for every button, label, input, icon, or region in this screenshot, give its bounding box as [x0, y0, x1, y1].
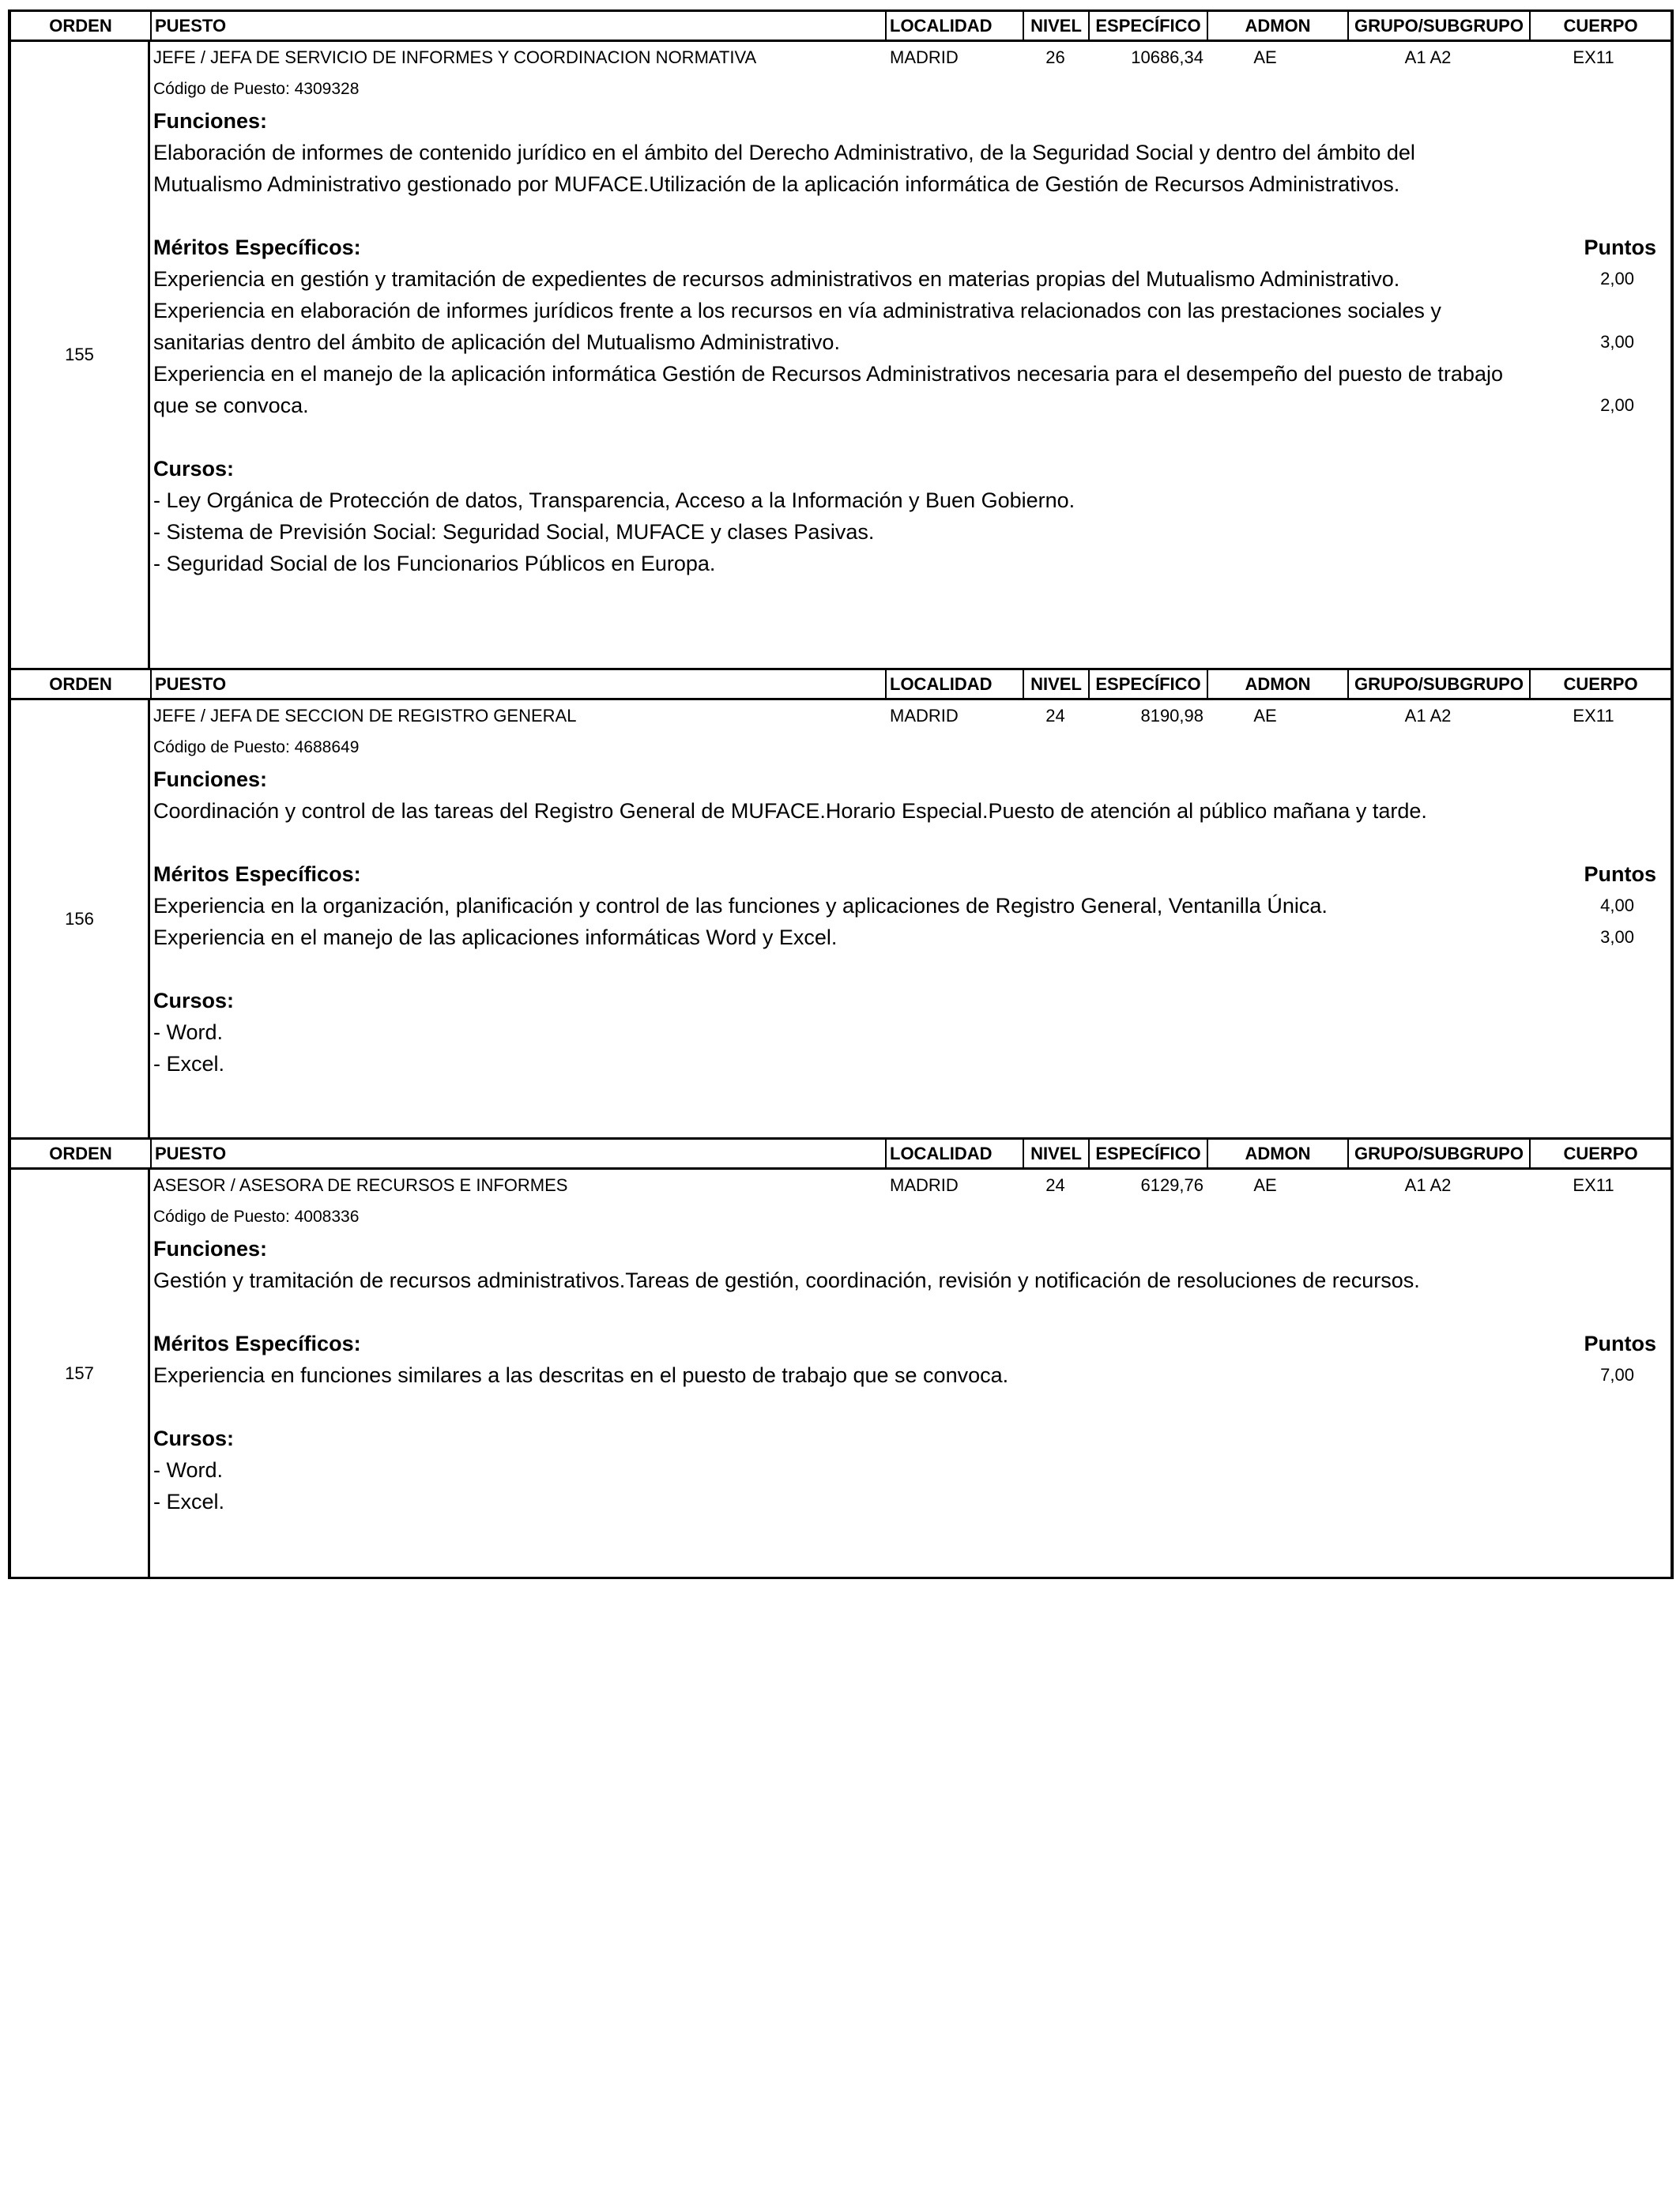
- funciones-heading: Funciones:: [153, 1237, 268, 1261]
- job-entry: [11, 1137, 1671, 1577]
- merito-item: [153, 358, 1663, 421]
- merito-item: [153, 263, 1663, 295]
- nivel-value: 24: [1045, 706, 1065, 726]
- job-entry: [11, 668, 1671, 1137]
- codigo-puesto: Código de Puesto: 4309328: [153, 80, 360, 98]
- header-grupo: GRUPO/SUBGRUPO: [1347, 12, 1529, 40]
- header-nivel: NIVEL: [1023, 670, 1088, 698]
- header-nivel: NIVEL: [1023, 1140, 1088, 1167]
- funciones-heading: Funciones:: [153, 767, 268, 791]
- meritos-heading-row: [153, 232, 1663, 263]
- table-header-row: [11, 12, 1671, 42]
- cursos-heading: Cursos:: [153, 457, 235, 481]
- header-puesto: PUESTO: [150, 12, 885, 40]
- job-summary-row: [150, 1170, 1663, 1201]
- cursos-heading: Cursos:: [153, 989, 235, 1012]
- table-header-row: [11, 668, 1671, 700]
- merito-puntos: 3,00: [1600, 927, 1634, 947]
- merito-puntos: 7,00: [1600, 1365, 1634, 1385]
- merito-puntos: 2,00: [1600, 269, 1634, 288]
- curso-item: - Sistema de Previsión Social: Seguridad Social, MUFACE y clases Pasivas.: [153, 520, 875, 544]
- merito-text: Experiencia en elaboración de informes jurídicos frente a los recursos en vía administrativa relacionados con las prestaciones sociales y sanitarias dentro del ámbito de aplicación del Mutualismo Administrativo.: [153, 299, 1441, 354]
- header-admon: ADMON: [1207, 12, 1347, 40]
- codigo-puesto: Código de Puesto: 4688649: [153, 738, 360, 756]
- job-summary-row: [150, 700, 1663, 732]
- merito-puntos: 2,00: [1600, 395, 1634, 415]
- job-details: [150, 1170, 1671, 1577]
- header-grupo: GRUPO/SUBGRUPO: [1347, 670, 1529, 698]
- especifico-value: 8190,98: [1140, 706, 1203, 726]
- admon-value: AE: [1253, 706, 1277, 726]
- header-puesto: PUESTO: [150, 1140, 885, 1167]
- header-cuerpo: CUERPO: [1529, 670, 1671, 698]
- admon-value: AE: [1253, 47, 1277, 67]
- header-orden: ORDEN: [49, 15, 112, 36]
- header-cuerpo: CUERPO: [1529, 1140, 1671, 1167]
- header-admon: ADMON: [1207, 1140, 1347, 1167]
- merito-item: [153, 890, 1663, 922]
- job-entry-body: [11, 42, 1671, 668]
- header-cuerpo: CUERPO: [1529, 12, 1671, 40]
- header-puesto: PUESTO: [150, 670, 885, 698]
- curso-item: - Excel.: [153, 1490, 225, 1514]
- especifico-value: 6129,76: [1140, 1175, 1203, 1195]
- puntos-heading: Puntos: [1584, 862, 1656, 886]
- merito-text: Experiencia en funciones similares a las descritas en el puesto de trabajo que se convoca.: [153, 1363, 1009, 1387]
- merito-item: [153, 295, 1663, 358]
- merito-text: Experiencia en el manejo de la aplicación informática Gestión de Recursos Administrativos necesaria para el desempeño del puesto de trabajo que se convoca.: [153, 362, 1503, 417]
- header-orden: ORDEN: [49, 1143, 112, 1163]
- funciones-text: Gestión y tramitación de recursos administrativos.Tareas de gestión, coordinación, revisión y notificación de resoluciones de recursos.: [153, 1269, 1420, 1292]
- curso-item: - Excel.: [153, 1052, 225, 1076]
- merito-puntos: 4,00: [1600, 895, 1634, 915]
- header-localidad: LOCALIDAD: [885, 1140, 1023, 1167]
- table-header-row: [11, 1137, 1671, 1170]
- cuerpo-value: EX11: [1573, 1175, 1614, 1195]
- job-listing-table: [8, 9, 1674, 1579]
- especifico-value: 10686,34: [1131, 47, 1203, 67]
- merito-item: [153, 1359, 1663, 1391]
- header-especifico: ESPECÍFICO: [1088, 1140, 1207, 1167]
- job-details: [150, 700, 1671, 1137]
- nivel-value: 26: [1045, 47, 1065, 67]
- localidad-value: MADRID: [890, 1175, 959, 1195]
- job-summary-row: [150, 42, 1663, 74]
- merito-text: Experiencia en el manejo de las aplicaciones informáticas Word y Excel.: [153, 925, 838, 949]
- meritos-heading-row: [153, 858, 1663, 890]
- funciones-text: Coordinación y control de las tareas del Registro General de MUFACE.Horario Especial.Puesto de atención al público mañana y tarde.: [153, 799, 1427, 823]
- puesto-title: ASESOR / ASESORA DE RECURSOS E INFORMES: [153, 1175, 568, 1195]
- funciones-text: Elaboración de informes de contenido jurídico en el ámbito del Derecho Administrativo, de la Seguridad Social y dentro del ámbito del Mutualismo Administrativo gestionado por MUFACE.Utilización de la aplicación informática de Gestión de Recursos Administrativos.: [153, 141, 1415, 196]
- orden-number: 156: [11, 700, 150, 1137]
- header-orden: ORDEN: [49, 673, 112, 694]
- header-nivel: NIVEL: [1023, 12, 1088, 40]
- curso-item: - Word.: [153, 1020, 224, 1044]
- job-entry: [11, 12, 1671, 668]
- job-entry-body: [11, 700, 1671, 1137]
- admon-value: AE: [1253, 1175, 1277, 1195]
- puntos-heading: Puntos: [1584, 236, 1656, 259]
- header-especifico: ESPECÍFICO: [1088, 12, 1207, 40]
- job-entry-body: [11, 1170, 1671, 1577]
- header-localidad: LOCALIDAD: [885, 670, 1023, 698]
- merito-puntos: 3,00: [1600, 332, 1634, 352]
- meritos-heading: Méritos Específicos:: [153, 1332, 361, 1355]
- puesto-title: JEFE / JEFA DE SECCION DE REGISTRO GENERAL: [153, 706, 577, 726]
- curso-item: - Word.: [153, 1458, 224, 1482]
- header-especifico: ESPECÍFICO: [1088, 670, 1207, 698]
- nivel-value: 24: [1045, 1175, 1065, 1195]
- puntos-heading: Puntos: [1584, 1332, 1656, 1355]
- localidad-value: MADRID: [890, 47, 959, 67]
- meritos-heading-row: [153, 1328, 1663, 1359]
- header-localidad: LOCALIDAD: [885, 12, 1023, 40]
- grupo-value: A1 A2: [1404, 47, 1452, 67]
- curso-item: - Ley Orgánica de Protección de datos, Transparencia, Acceso a la Información y Buen Gobierno.: [153, 488, 1075, 512]
- meritos-heading: Méritos Específicos:: [153, 862, 361, 886]
- localidad-value: MADRID: [890, 706, 959, 726]
- meritos-heading: Méritos Específicos:: [153, 236, 361, 259]
- header-grupo: GRUPO/SUBGRUPO: [1347, 1140, 1529, 1167]
- merito-text: Experiencia en la organización, planificación y control de las funciones y aplicaciones de Registro General, Ventanilla Única.: [153, 894, 1328, 918]
- grupo-value: A1 A2: [1404, 1175, 1452, 1195]
- cuerpo-value: EX11: [1573, 706, 1614, 726]
- job-details: [150, 42, 1671, 668]
- header-admon: ADMON: [1207, 670, 1347, 698]
- funciones-heading: Funciones:: [153, 109, 268, 133]
- puesto-title: JEFE / JEFA DE SERVICIO DE INFORMES Y COORDINACION NORMATIVA: [153, 47, 757, 67]
- cuerpo-value: EX11: [1573, 47, 1614, 67]
- codigo-puesto: Código de Puesto: 4008336: [153, 1208, 360, 1226]
- merito-item: [153, 922, 1663, 953]
- merito-text: Experiencia en gestión y tramitación de expedientes de recursos administrativos en materias propias del Mutualismo Administrativo.: [153, 267, 1400, 291]
- orden-number: 155: [11, 42, 150, 668]
- curso-item: - Seguridad Social de los Funcionarios Públicos en Europa.: [153, 552, 716, 575]
- cursos-heading: Cursos:: [153, 1427, 235, 1450]
- orden-number: 157: [11, 1170, 150, 1577]
- grupo-value: A1 A2: [1404, 706, 1452, 726]
